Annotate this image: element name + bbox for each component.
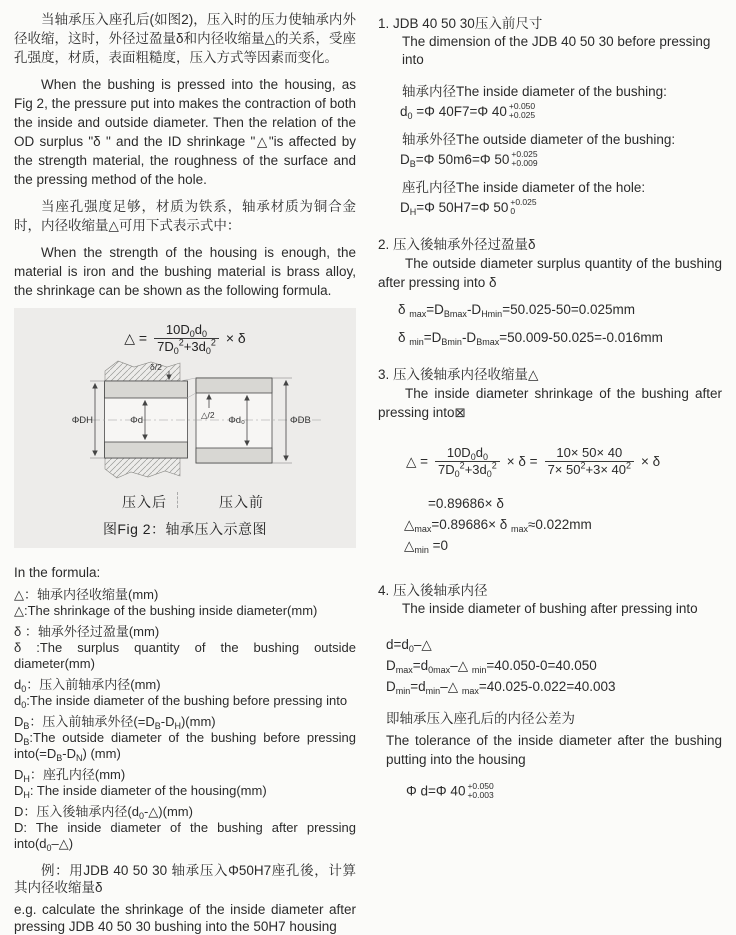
definition-shrinkage bbox=[14, 587, 356, 619]
bushing-press-diagram bbox=[14, 358, 356, 490]
definition-zh: $D_H$：座孔内径(mm) bbox=[14, 767, 126, 784]
label-db: ΦDB bbox=[290, 415, 311, 426]
section-2-subtitle: The outside diameter surplus quantity of the bushing after pressing into δ bbox=[378, 256, 722, 290]
paragraph-en-2: When the strength of the housing is enough, the material is iron and the bushing material is brass alloy, the shrinkage can be shown as the following formula. bbox=[14, 245, 356, 298]
label-d: Φd bbox=[130, 415, 143, 426]
definition-en: $D_H$: The inside diameter of the housing(mm) bbox=[14, 783, 267, 800]
dimension-inside-bushing bbox=[378, 83, 722, 122]
section-1 bbox=[378, 15, 722, 218]
dimension-outside-bushing bbox=[378, 131, 722, 170]
tolerance-note-en: The tolerance of the inside diameter after the bushing putting into the housing bbox=[386, 733, 722, 767]
section-4 bbox=[378, 582, 722, 801]
formula-rhs: × δ bbox=[641, 454, 661, 469]
definition-dh bbox=[14, 767, 356, 799]
definition-d0 bbox=[14, 677, 356, 709]
shrinkage-result-max: $\triangle_{max}=0.89686\times \delta$ $_{max}$≈0.022mm bbox=[404, 517, 592, 534]
dimension-hole bbox=[378, 179, 722, 218]
figure-2-box bbox=[14, 308, 356, 548]
section-4-subtitle: The inside diameter of bushing after pressing into bbox=[402, 601, 698, 616]
leader-line-inner bbox=[187, 393, 196, 398]
dimension-label: 座孔内径The inside diameter of the hole: bbox=[402, 180, 646, 195]
tolerance-upper: +0.050 bbox=[508, 101, 536, 112]
shrinkage-result-1: =0.89686× δ bbox=[428, 496, 504, 511]
definition-zh: δ ：轴承外径过盈量(mm) bbox=[14, 624, 160, 639]
label-d0: Φd₀ bbox=[228, 415, 245, 426]
formula-rhs: × δ bbox=[225, 330, 246, 346]
surplus-max-formula: δ $_{max}=D_{Bmax}-D_{Hmin}=50.025-50=0.025mm$ bbox=[398, 302, 636, 319]
dimension-label: 轴承内径The inside diameter of the bushing: bbox=[402, 84, 667, 99]
leader-line-top bbox=[180, 378, 196, 381]
label-tri-half: △/2 bbox=[201, 410, 215, 420]
definition-zh: △：轴承内径收缩量(mm) bbox=[14, 587, 159, 602]
section-1-title: 1. JDB 40 50 30压入前尺寸 bbox=[378, 16, 543, 31]
fraction-denominator: $7D_0^2+3d_0^2$ bbox=[438, 460, 497, 479]
tolerance-lower: +0.009 bbox=[511, 158, 538, 169]
fraction-denominator: $7D_0^2+3d_0^2$ bbox=[157, 337, 216, 356]
definition-surplus bbox=[14, 624, 356, 672]
bushing-before-ring-bottom bbox=[196, 448, 272, 463]
dimension-formula bbox=[400, 101, 722, 122]
fraction-numerator: $10D_0d_0$ bbox=[435, 446, 500, 462]
stage-divider-line bbox=[177, 492, 178, 508]
definition-zh: $D_B$：压入前轴承外径$(=D_B-D_H)(mm)$ bbox=[14, 714, 216, 731]
bushing-before-ring-top bbox=[196, 378, 272, 393]
fraction-numerator: $10D_0d_0$ bbox=[154, 323, 219, 339]
figure-formula bbox=[14, 318, 356, 358]
section-2-title: 2. 压入後轴承外径过盈量δ bbox=[378, 237, 536, 252]
final-tolerance-result bbox=[406, 783, 722, 801]
tolerance-note-zh: 即轴承压入座孔后的内径公差为 bbox=[386, 711, 575, 726]
dimension-label: 轴承外径The outside diameter of the bushing: bbox=[402, 132, 676, 147]
stage-after-label: 压入后 bbox=[122, 494, 167, 510]
definition-en: δ :The surplus quantity of the bushing outside diameter(mm) bbox=[14, 640, 356, 671]
section-1-subtitle: The dimension of the JDB 40 50 30 before pressing into bbox=[402, 34, 711, 67]
section-3-subtitle: The inside diameter shrinkage of the bushing after pressing into⊠ bbox=[378, 386, 722, 420]
diameter-min-formula: $D_{min}=d_{min}-\triangle$ $_{max}$=40.025-0.022=40.003 bbox=[386, 679, 616, 696]
definition-d-after bbox=[14, 804, 356, 852]
diameter-max-formula: $D_{max}=d_{0max}-\triangle$ $_{min}$=40.050-0=40.050 bbox=[386, 658, 597, 675]
shrinkage-result-min: $\triangle_{min} =0$ bbox=[404, 538, 449, 555]
section-3 bbox=[378, 366, 722, 556]
formula-text: $D_B=\Phi$ 50m6=Φ 50 bbox=[400, 152, 510, 169]
section-4-title: 4. 压入後轴承内径 bbox=[378, 583, 488, 598]
dimension-formula bbox=[400, 149, 722, 170]
section-3-title: 3. 压入後轴承内径收缩量△ bbox=[378, 367, 539, 382]
example-zh: 例：用JDB 40 50 30 轴承压入Φ50H7座孔後，计算其内径收缩量δ bbox=[14, 863, 356, 895]
definition-en: $D_B:The$ outside diameter of the bushing before pressing $into(=D_B-D_N)$ (mm) bbox=[14, 730, 356, 763]
definition-zh: $d_0$：压入前轴承内径(mm) bbox=[14, 677, 161, 694]
bushing-after-ring-top bbox=[105, 381, 188, 398]
tolerance-stack bbox=[509, 102, 535, 120]
bushing-after-ring-bottom bbox=[105, 442, 188, 458]
right-column bbox=[378, 10, 722, 935]
tolerance-stack bbox=[510, 198, 536, 216]
paragraph-zh-1: 当轴承压入座孔后(如图2)，压入时的压力使轴承内外径收缩，这时，外径过盈量δ和内径收缩量△的关系，受座孔强度，材质，表面粗糙度，压入方式等因素而变化。 bbox=[14, 12, 356, 65]
paragraph-en-1: When the bushing is pressed into the housing, as Fig 2, the pressure put into makes the contraction of both the inside and outside diameter. Then the relation of the OD surplus "δ " and the ID shrinkage "△"is affected by the strength material, the roughness of the surface and the pressing method of the hole. bbox=[14, 77, 356, 187]
section-2 bbox=[378, 236, 722, 348]
tolerance-stack bbox=[511, 150, 537, 168]
diameter-formula: $d=d_0-\triangle$ bbox=[386, 637, 432, 654]
fraction-denominator: $7\times 50^2+3\times 40^2$ bbox=[547, 460, 632, 477]
tolerance-lower: +0.025 bbox=[508, 110, 536, 121]
definition-zh: D：压入後轴承内径$(d_0-\triangle)(mm)$ bbox=[14, 804, 193, 821]
formula-lhs: △ = bbox=[124, 329, 148, 346]
figure-caption: 图Fig 2：轴承压入示意图 bbox=[102, 521, 268, 537]
dimension-formula bbox=[400, 197, 722, 218]
shrinkage-formula bbox=[406, 446, 722, 477]
fraction-numerator: 10× 50× 40 bbox=[545, 446, 634, 462]
housing-hatch-bottom bbox=[105, 458, 180, 478]
formula-fraction-numeric bbox=[545, 446, 634, 477]
dimension-list bbox=[378, 83, 722, 218]
formula-text: $D_H=\Phi$ 50H7=Φ 50 bbox=[400, 200, 509, 217]
formula-fraction-symbolic bbox=[435, 446, 500, 477]
definition-en: D: The inside diameter of the bushing after pressing $into(d_0-\triangle)$ bbox=[14, 820, 356, 853]
tolerance-stack bbox=[467, 782, 493, 800]
stage-before-label: 压入前 bbox=[219, 494, 264, 510]
formula-mid: × δ = bbox=[506, 454, 538, 469]
formula-lhs: △ = bbox=[406, 453, 429, 469]
surplus-min-formula: δ $_{min}=D_{Bmin}-D_{Bmax}=50.009-50.025=-0.016mm$ bbox=[398, 330, 663, 347]
definition-db bbox=[14, 714, 356, 762]
definition-en: △:The shrinkage of the bushing inside diameter(mm) bbox=[14, 603, 318, 618]
tolerance-upper: +0.025 bbox=[510, 197, 537, 208]
label-dh: ΦDH bbox=[71, 415, 93, 426]
tolerance-upper: +0.025 bbox=[511, 149, 538, 160]
in-formula-title: In the formula: bbox=[14, 565, 101, 580]
definition-en: $d_0:The$ inside diameter of the bushing before pressing into bbox=[14, 693, 348, 710]
result-text: Φ d=Φ 40 bbox=[406, 783, 466, 799]
label-delta-half: δ/2 bbox=[150, 362, 162, 372]
figure-stage-labels bbox=[14, 492, 356, 512]
tolerance-lower: 0 bbox=[510, 206, 516, 217]
tolerance-upper: +0.050 bbox=[467, 781, 494, 791]
tolerance-lower: +0.003 bbox=[467, 790, 494, 800]
formula-fraction bbox=[154, 323, 219, 354]
formula-text: $d_0 =\Phi$ 40F7=Φ 40 bbox=[400, 104, 507, 121]
example-en: e.g. calculate the shrinkage of the inside diameter after pressing JDB 40 50 30 bushing into the 50H7 housing bbox=[14, 902, 356, 934]
left-column bbox=[14, 10, 356, 935]
paragraph-zh-2: 当座孔强度足够，材质为铁系，轴承材质为铜合金时，内径收缩量△可用下式表示式中： bbox=[14, 199, 356, 233]
